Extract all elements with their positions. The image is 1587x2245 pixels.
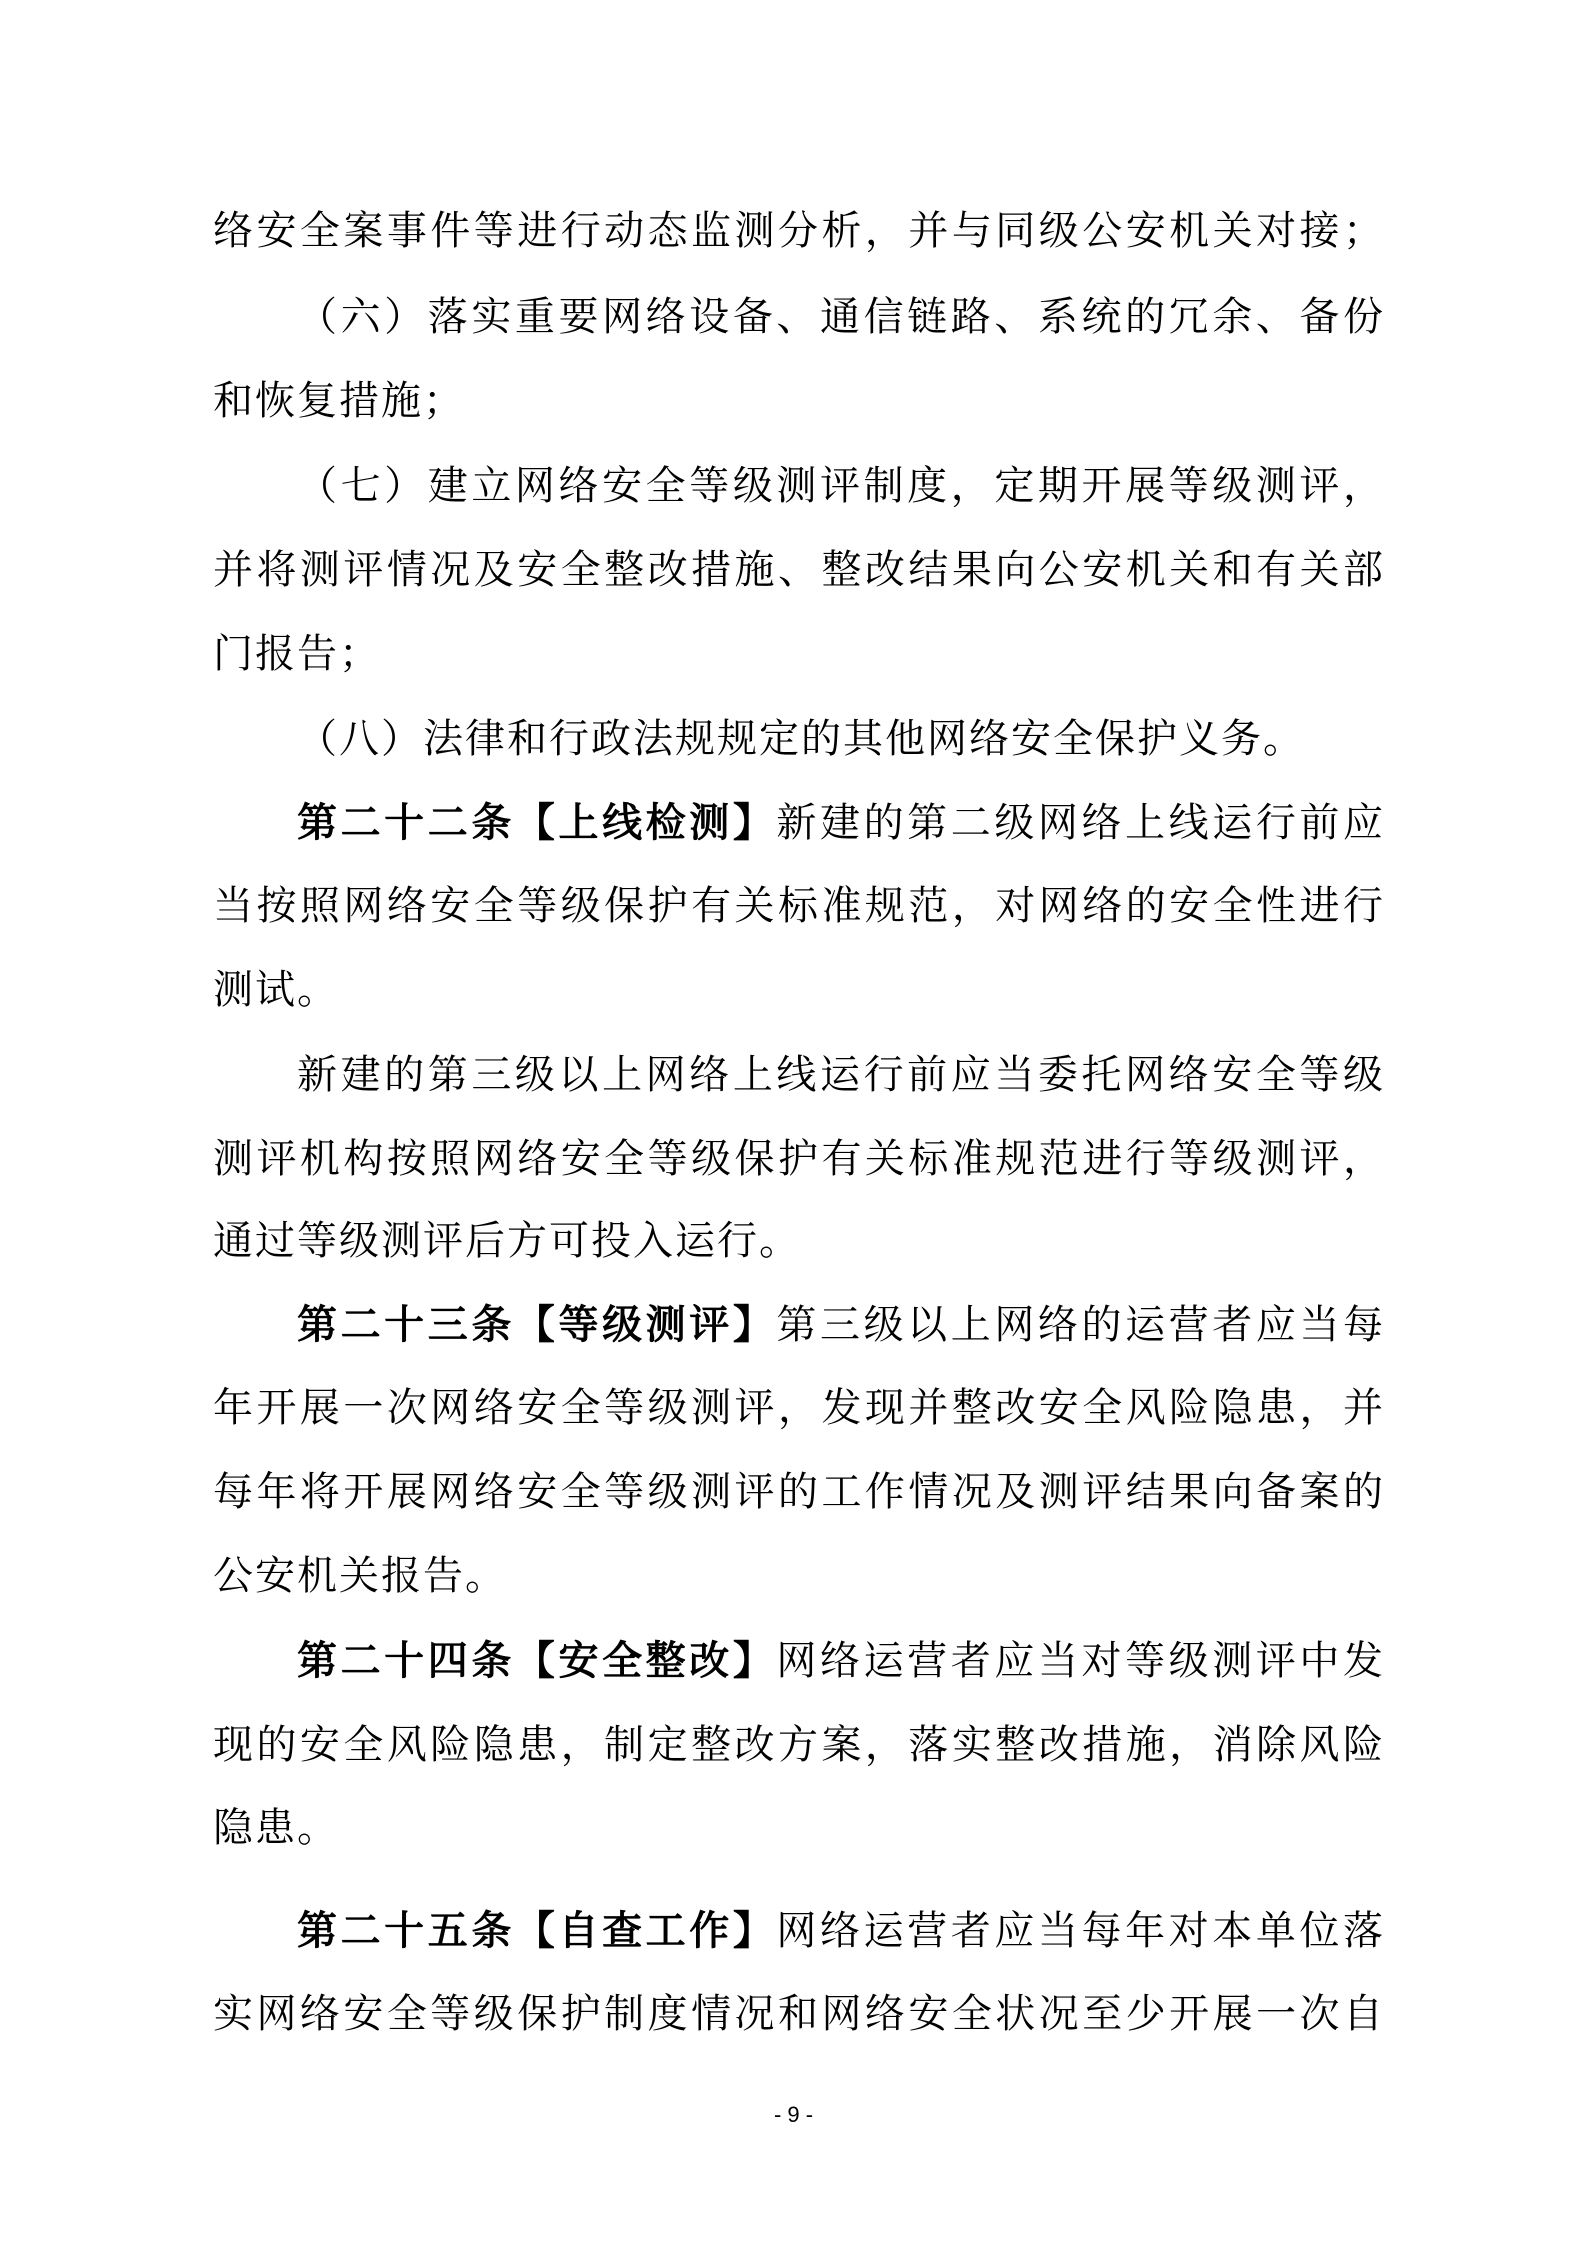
article-heading: 第二十二条【上线检测】 xyxy=(297,800,777,846)
article-22 xyxy=(297,795,1383,851)
text-line: 公安机关报告。 xyxy=(213,1553,507,1599)
article-text: 新建的第二级网络上线运行前应 xyxy=(776,800,1384,846)
text-line: 每年将开展网络安全等级测评的工作情况及测评结果向备案的 xyxy=(213,1469,1383,1515)
article-text: 网络运营者应当每年对本单位落 xyxy=(776,1908,1384,1954)
text-line: 年开展一次网络安全等级测评，发现并整改安全风险隐患，并 xyxy=(213,1385,1383,1431)
text-line: 测评机构按照网络安全等级保护有关标准规范进行等级测评， xyxy=(213,1136,1383,1182)
article-heading: 第二十四条【安全整改】 xyxy=(297,1638,777,1684)
text-line: 新建的第三级以上网络上线运行前应当委托网络安全等级 xyxy=(297,1052,1383,1098)
text-line: 门报告； xyxy=(213,631,381,677)
article-24 xyxy=(297,1633,1383,1689)
text-line: 通过等级测评后方可投入运行。 xyxy=(213,1218,801,1264)
text-line: 当按照网络安全等级保护有关标准规范，对网络的安全性进行 xyxy=(213,883,1383,929)
list-item-6: （六）落实重要网络设备、通信链路、系统的冗余、备份 xyxy=(297,294,1383,340)
text-line: 隐患。 xyxy=(213,1805,339,1851)
article-25 xyxy=(297,1903,1383,1959)
article-heading: 第二十五条【自查工作】 xyxy=(297,1908,777,1954)
text-line: 现的安全风险隐患，制定整改方案，落实整改措施，消除风险 xyxy=(213,1722,1383,1768)
text-line: 测试。 xyxy=(213,967,339,1013)
article-text: 第三级以上网络的运营者应当每 xyxy=(776,1302,1384,1348)
article-text: 网络运营者应当对等级测评中发 xyxy=(776,1638,1384,1684)
list-item-8: （八）法律和行政法规规定的其他网络安全保护义务。 xyxy=(297,716,1305,762)
list-item-7: （七）建立网络安全等级测评制度，定期开展等级测评， xyxy=(297,463,1383,509)
text-line: 实网络安全等级保护制度情况和网络安全状况至少开展一次自 xyxy=(213,1991,1383,2037)
article-heading: 第二十三条【等级测评】 xyxy=(297,1302,777,1348)
page-number: - 9 - xyxy=(773,2102,814,2127)
text-line: 和恢复措施； xyxy=(213,378,465,424)
article-23 xyxy=(297,1297,1383,1353)
text-line: 并将测评情况及安全整改措施、整改结果向公安机关和有关部 xyxy=(213,547,1383,593)
text-line: 络安全案事件等进行动态监测分析，并与同级公安机关对接； xyxy=(213,208,1383,254)
